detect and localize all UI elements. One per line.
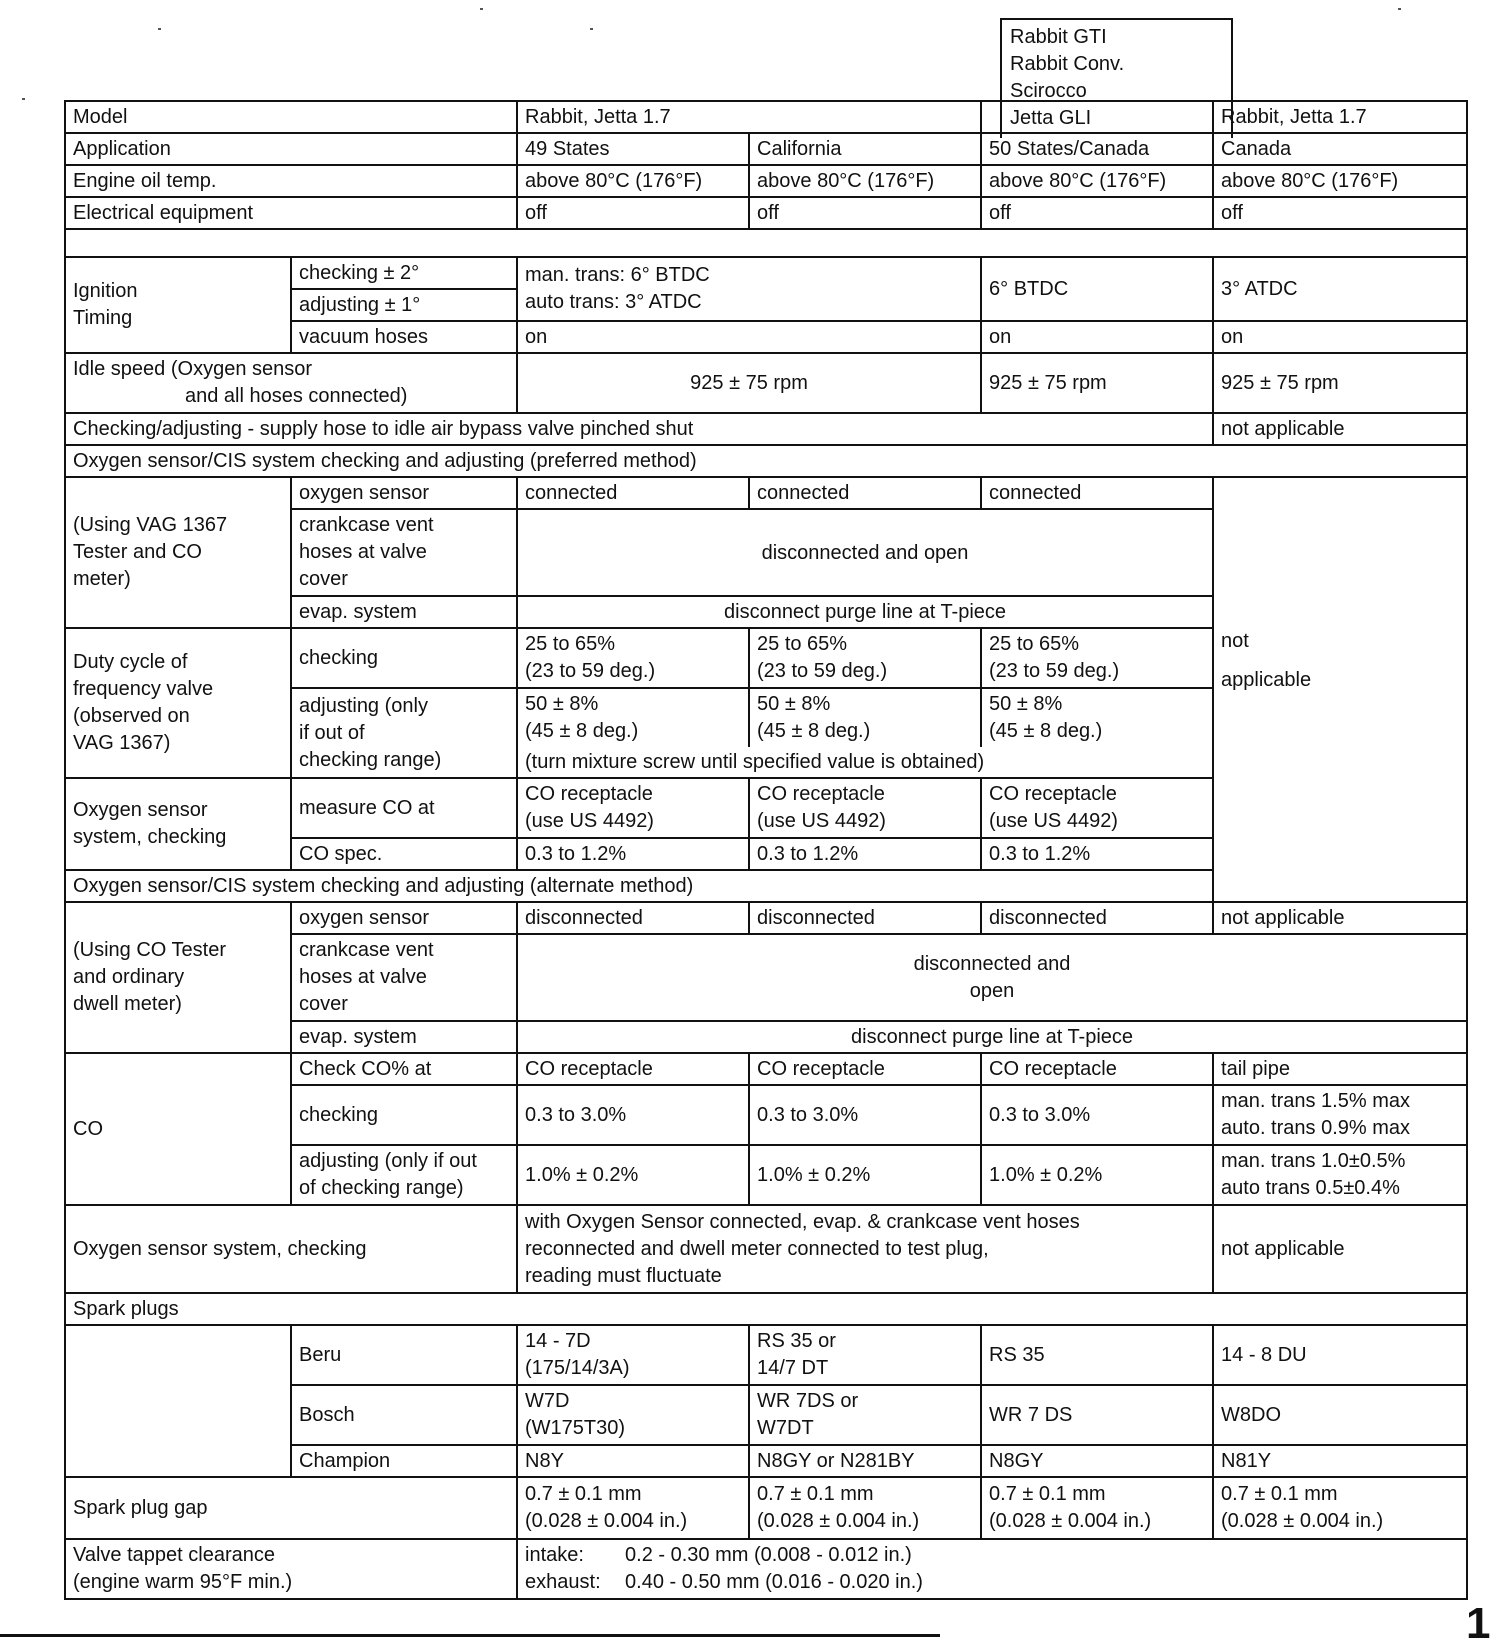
sub-label bbox=[291, 509, 517, 596]
table-row bbox=[65, 902, 1467, 934]
value-line: (45 ± 8 deg.) bbox=[757, 720, 871, 742]
cell: 1.0% ± 0.2% bbox=[749, 1145, 981, 1205]
spec-table bbox=[64, 100, 1468, 1600]
sub-label: evap. system bbox=[291, 1021, 517, 1053]
sub-label: checking bbox=[291, 628, 517, 688]
cell: CO receptacle bbox=[517, 1053, 749, 1085]
value-line: 0.7 ± 0.1 mm bbox=[989, 1483, 1106, 1505]
value-line: with Oxygen Sensor connected, evap. & crankcase vent hoses bbox=[525, 1210, 1080, 1233]
value-line bbox=[525, 1542, 1459, 1569]
cell: disconnected and open bbox=[517, 509, 1213, 596]
row-label: Electrical equipment bbox=[65, 197, 517, 229]
cell bbox=[749, 688, 981, 747]
cell: on bbox=[981, 321, 1213, 353]
value-line: (0.028 ± 0.004 in.) bbox=[1221, 1510, 1384, 1532]
table-row bbox=[65, 197, 1467, 229]
cell bbox=[1213, 1085, 1467, 1145]
sub-label: oxygen sensor bbox=[291, 477, 517, 509]
value-line: 0.7 ± 0.1 mm bbox=[1221, 1483, 1338, 1505]
cell bbox=[749, 1325, 981, 1385]
scan-speck bbox=[22, 98, 25, 100]
label-line: hoses at valve bbox=[299, 541, 427, 563]
group-label: CO bbox=[65, 1053, 291, 1205]
note: (turn mixture screw until specified value is obtained) bbox=[517, 747, 1213, 778]
table-row bbox=[65, 413, 1467, 445]
value-line: man. trans 1.0±0.5% bbox=[1221, 1150, 1406, 1172]
cell: off bbox=[981, 197, 1213, 229]
table-row bbox=[65, 257, 1467, 289]
cell: 0.3 to 3.0% bbox=[517, 1085, 749, 1145]
cell bbox=[517, 1539, 1467, 1599]
cell bbox=[517, 934, 1467, 1021]
label-line: VAG 1367) bbox=[73, 732, 171, 754]
cell bbox=[1213, 1145, 1467, 1205]
sub-label bbox=[291, 1145, 517, 1205]
cell: tail pipe bbox=[1213, 1053, 1467, 1085]
cell bbox=[517, 688, 749, 747]
cell: 1.0% ± 0.2% bbox=[517, 1145, 749, 1205]
sub-label: checking bbox=[291, 1085, 517, 1145]
label-line: dwell meter) bbox=[73, 993, 182, 1015]
table-row bbox=[65, 1205, 1467, 1293]
sub-label: Beru bbox=[291, 1325, 517, 1385]
cell: Rabbit, Jetta 1.7 bbox=[517, 101, 981, 133]
gti-line: Scirocco bbox=[1010, 80, 1087, 102]
section-title: Spark plugs bbox=[65, 1293, 1467, 1325]
sub-label: Check CO% at bbox=[291, 1053, 517, 1085]
cell: 50 States/Canada bbox=[981, 133, 1213, 165]
sub-label bbox=[291, 934, 517, 1021]
page-number: 1 bbox=[1466, 1599, 1491, 1648]
table-row bbox=[65, 477, 1467, 509]
cell: CO receptacle bbox=[749, 1053, 981, 1085]
value-line: (23 to 59 deg.) bbox=[525, 660, 656, 682]
cell bbox=[517, 778, 749, 838]
cell: 49 States bbox=[517, 133, 749, 165]
cell bbox=[517, 1325, 749, 1385]
cell: WR 7 DS bbox=[981, 1385, 1213, 1445]
value-line: reconnected and dwell meter connected to test plug, bbox=[525, 1237, 989, 1260]
sub-label: Champion bbox=[291, 1445, 517, 1477]
cell: 0.3 to 3.0% bbox=[749, 1085, 981, 1145]
value-line: man. trans 1.5% max bbox=[1221, 1090, 1410, 1112]
cell bbox=[517, 1205, 1213, 1293]
sub-label: vacuum hoses bbox=[291, 321, 517, 353]
value-line: applicable bbox=[1221, 669, 1312, 691]
cell: 925 ± 75 rpm bbox=[1213, 353, 1467, 413]
cell: off bbox=[517, 197, 749, 229]
cell: above 80°C (176°F) bbox=[749, 165, 981, 197]
value-line: 25 to 65% bbox=[525, 633, 616, 655]
cell: 0.3 to 1.2% bbox=[517, 838, 749, 870]
bottom-rule bbox=[0, 1634, 940, 1637]
value-line: (use US 4492) bbox=[525, 810, 654, 832]
value-line: disconnected and bbox=[913, 952, 1071, 975]
cell bbox=[517, 628, 749, 688]
label-line: Ignition bbox=[73, 280, 138, 302]
value-line: (23 to 59 deg.) bbox=[757, 660, 888, 682]
value-line: open bbox=[969, 979, 1015, 1002]
label-line: cover bbox=[299, 568, 348, 590]
sub-label: CO spec. bbox=[291, 838, 517, 870]
table-row bbox=[65, 1053, 1467, 1085]
spacer-row bbox=[65, 229, 1467, 257]
cell: W8DO bbox=[1213, 1385, 1467, 1445]
cell: off bbox=[1213, 197, 1467, 229]
cell: N8GY bbox=[981, 1445, 1213, 1477]
value-line: W7D bbox=[525, 1390, 570, 1412]
section-row bbox=[65, 445, 1467, 477]
section-title: Oxygen sensor/CIS system checking and adjusting (alternate method) bbox=[65, 870, 1467, 902]
value-line: auto trans: 3° ATDC bbox=[525, 291, 702, 313]
row-label: Application bbox=[65, 133, 517, 165]
value-line: RS 35 or bbox=[757, 1330, 836, 1352]
group-label bbox=[65, 628, 291, 778]
cell: N8GY or N281BY bbox=[749, 1445, 981, 1477]
sub-label: adjusting ± 1° bbox=[291, 289, 517, 321]
value-line: 14 - 7D bbox=[525, 1330, 591, 1352]
table-row bbox=[65, 1325, 1467, 1385]
scan-speck bbox=[1398, 8, 1401, 10]
value-line: not bbox=[1221, 630, 1249, 652]
label-line: (Using VAG 1367 bbox=[73, 514, 228, 536]
cell: disconnected bbox=[981, 902, 1213, 934]
cell: RS 35 bbox=[981, 1325, 1213, 1385]
value-line: 0.7 ± 0.1 mm bbox=[525, 1483, 642, 1505]
row-label bbox=[65, 353, 517, 413]
exhaust-value: 0.40 - 0.50 mm (0.016 - 0.020 in.) bbox=[625, 1571, 923, 1593]
value-line: WR 7DS or bbox=[757, 1390, 859, 1412]
value-line bbox=[525, 1569, 1459, 1596]
intake-value: 0.2 - 0.30 mm (0.008 - 0.012 in.) bbox=[625, 1544, 912, 1566]
note: Checking/adjusting - supply hose to idle air bypass valve pinched shut bbox=[65, 413, 1213, 445]
row-label: Spark plug gap bbox=[65, 1477, 517, 1539]
value-line: auto trans 0.5±0.4% bbox=[1221, 1177, 1400, 1199]
value-line: reading must fluctuate bbox=[525, 1264, 722, 1287]
cell: disconnect purge line at T-piece bbox=[517, 1021, 1467, 1053]
label-line: Tester and CO bbox=[73, 541, 202, 563]
sub-label bbox=[291, 688, 517, 778]
cell: 925 ± 75 rpm bbox=[517, 353, 981, 413]
label-line: if out of bbox=[299, 721, 365, 744]
cell: 0.3 to 1.2% bbox=[981, 838, 1213, 870]
value-line: (use US 4492) bbox=[989, 810, 1118, 832]
cell: connected bbox=[749, 477, 981, 509]
label-line: crankcase vent bbox=[299, 939, 434, 961]
cell: not applicable bbox=[1213, 413, 1467, 445]
intake-label: intake: bbox=[525, 1544, 584, 1566]
scan-speck bbox=[590, 28, 593, 30]
cell bbox=[981, 688, 1213, 747]
label-line: crankcase vent bbox=[299, 514, 434, 536]
label-line: of checking range) bbox=[299, 1177, 464, 1199]
value-line: 25 to 65% bbox=[989, 633, 1080, 655]
label-line: meter) bbox=[73, 568, 131, 590]
cell: disconnect purge line at T-piece bbox=[517, 596, 1213, 628]
row-label: Engine oil temp. bbox=[65, 165, 517, 197]
value-line: CO receptacle bbox=[525, 783, 653, 805]
cell: not applicable bbox=[1213, 1205, 1467, 1293]
group-label bbox=[65, 902, 291, 1053]
value-line: CO receptacle bbox=[989, 783, 1117, 805]
cell bbox=[65, 1325, 291, 1477]
cell bbox=[749, 628, 981, 688]
section-row bbox=[65, 1293, 1467, 1325]
label-line: (observed on bbox=[73, 705, 190, 727]
cell bbox=[981, 628, 1213, 688]
value-line: auto. trans 0.9% max bbox=[1221, 1117, 1410, 1139]
cell: 1.0% ± 0.2% bbox=[981, 1145, 1213, 1205]
cell bbox=[517, 257, 981, 321]
cell: disconnected bbox=[749, 902, 981, 934]
row-label bbox=[65, 1539, 517, 1599]
label-line: adjusting (only if out bbox=[299, 1150, 477, 1172]
cell: above 80°C (176°F) bbox=[517, 165, 749, 197]
table-row bbox=[65, 165, 1467, 197]
value-line: 50 ± 8% bbox=[989, 693, 1063, 715]
cell: Rabbit, Jetta 1.7 bbox=[1213, 101, 1467, 133]
cell bbox=[981, 1477, 1213, 1539]
value-line: (0.028 ± 0.004 in.) bbox=[989, 1510, 1152, 1532]
cell: 14 - 8 DU bbox=[1213, 1325, 1467, 1385]
value-line: (175/14/3A) bbox=[525, 1357, 630, 1379]
cell: on bbox=[1213, 321, 1467, 353]
label-line: and all hoses connected) bbox=[185, 385, 408, 407]
cell: California bbox=[749, 133, 981, 165]
label-line: (Using CO Tester bbox=[73, 939, 227, 961]
value-line: man. trans: 6° BTDC bbox=[525, 264, 710, 286]
cell bbox=[517, 1477, 749, 1539]
sub-label: oxygen sensor bbox=[291, 902, 517, 934]
cell: 925 ± 75 rpm bbox=[981, 353, 1213, 413]
cell: off bbox=[749, 197, 981, 229]
table-row bbox=[65, 133, 1467, 165]
sub-label: Bosch bbox=[291, 1385, 517, 1445]
cell bbox=[749, 1477, 981, 1539]
value-line: (W175T30) bbox=[525, 1417, 626, 1439]
value-line: 25 to 65% bbox=[757, 633, 848, 655]
sub-label: evap. system bbox=[291, 596, 517, 628]
value-line: CO receptacle bbox=[757, 783, 885, 805]
cell bbox=[749, 778, 981, 838]
table-row bbox=[65, 1539, 1467, 1599]
section-row bbox=[65, 870, 1467, 902]
cell: 3° ATDC bbox=[1213, 257, 1467, 321]
cell: disconnected bbox=[517, 902, 749, 934]
scan-speck bbox=[158, 28, 161, 30]
cell bbox=[981, 101, 1213, 133]
gti-line: Rabbit Conv. bbox=[1010, 53, 1125, 75]
table-row bbox=[65, 353, 1467, 413]
sub-label: measure CO at bbox=[291, 778, 517, 838]
label-line: Oxygen sensor bbox=[73, 799, 208, 821]
value-line: (45 ± 8 deg.) bbox=[525, 720, 639, 742]
group-label bbox=[65, 477, 291, 628]
value-line: W7DT bbox=[757, 1417, 814, 1439]
cell: 0.3 to 1.2% bbox=[749, 838, 981, 870]
value-line: 0.7 ± 0.1 mm bbox=[757, 1483, 874, 1505]
not-applicable-cell bbox=[1213, 477, 1467, 902]
cell bbox=[1213, 1477, 1467, 1539]
scan-speck bbox=[480, 8, 483, 10]
cell: above 80°C (176°F) bbox=[1213, 165, 1467, 197]
cell bbox=[749, 1385, 981, 1445]
sub-label: checking ± 2° bbox=[291, 257, 517, 289]
value-line: (45 ± 8 deg.) bbox=[989, 720, 1103, 742]
section-title: Oxygen sensor/CIS system checking and adjusting (preferred method) bbox=[65, 445, 1467, 477]
value-line: (23 to 59 deg.) bbox=[989, 660, 1120, 682]
cell: connected bbox=[517, 477, 749, 509]
ignition-label bbox=[65, 257, 291, 353]
row-label: Oxygen sensor system, checking bbox=[65, 1205, 517, 1293]
cell: on bbox=[517, 321, 981, 353]
group-label bbox=[65, 778, 291, 870]
value-line: (0.028 ± 0.004 in.) bbox=[525, 1510, 688, 1532]
label-line: checking range) bbox=[299, 748, 442, 771]
value-line: 50 ± 8% bbox=[757, 693, 831, 715]
label-line: Valve tappet clearance bbox=[73, 1544, 275, 1566]
cell bbox=[517, 1385, 749, 1445]
value-line: 14/7 DT bbox=[757, 1357, 829, 1379]
label-line: frequency valve bbox=[73, 678, 214, 700]
cell: CO receptacle bbox=[981, 1053, 1213, 1085]
value-line: (use US 4492) bbox=[757, 810, 886, 832]
label-line: Duty cycle of bbox=[73, 651, 188, 673]
exhaust-label: exhaust: bbox=[525, 1571, 601, 1593]
value-line: 50 ± 8% bbox=[525, 693, 599, 715]
cell: N8Y bbox=[517, 1445, 749, 1477]
cell: 6° BTDC bbox=[981, 257, 1213, 321]
label-line: system, checking bbox=[73, 826, 227, 848]
cell: connected bbox=[981, 477, 1213, 509]
gti-line: Rabbit GTI bbox=[1010, 26, 1107, 48]
cell: not applicable bbox=[1213, 902, 1467, 934]
cell: 0.3 to 3.0% bbox=[981, 1085, 1213, 1145]
label-line: and ordinary bbox=[73, 966, 185, 988]
cell: Canada bbox=[1213, 133, 1467, 165]
label-line: cover bbox=[299, 993, 348, 1015]
label-line: Idle speed (Oxygen sensor bbox=[73, 358, 313, 380]
label-line: hoses at valve bbox=[299, 966, 427, 988]
cell bbox=[981, 778, 1213, 838]
label-line: adjusting (only bbox=[299, 694, 428, 717]
cell: N81Y bbox=[1213, 1445, 1467, 1477]
gti-line: Jetta GLI bbox=[1010, 107, 1092, 129]
label-line: (engine warm 95°F min.) bbox=[73, 1571, 293, 1593]
cell: above 80°C (176°F) bbox=[981, 165, 1213, 197]
row-label: Model bbox=[65, 101, 517, 133]
table-row bbox=[65, 1477, 1467, 1539]
value-line: (0.028 ± 0.004 in.) bbox=[757, 1510, 920, 1532]
table-row bbox=[65, 101, 1467, 133]
label-line: Timing bbox=[73, 307, 133, 329]
